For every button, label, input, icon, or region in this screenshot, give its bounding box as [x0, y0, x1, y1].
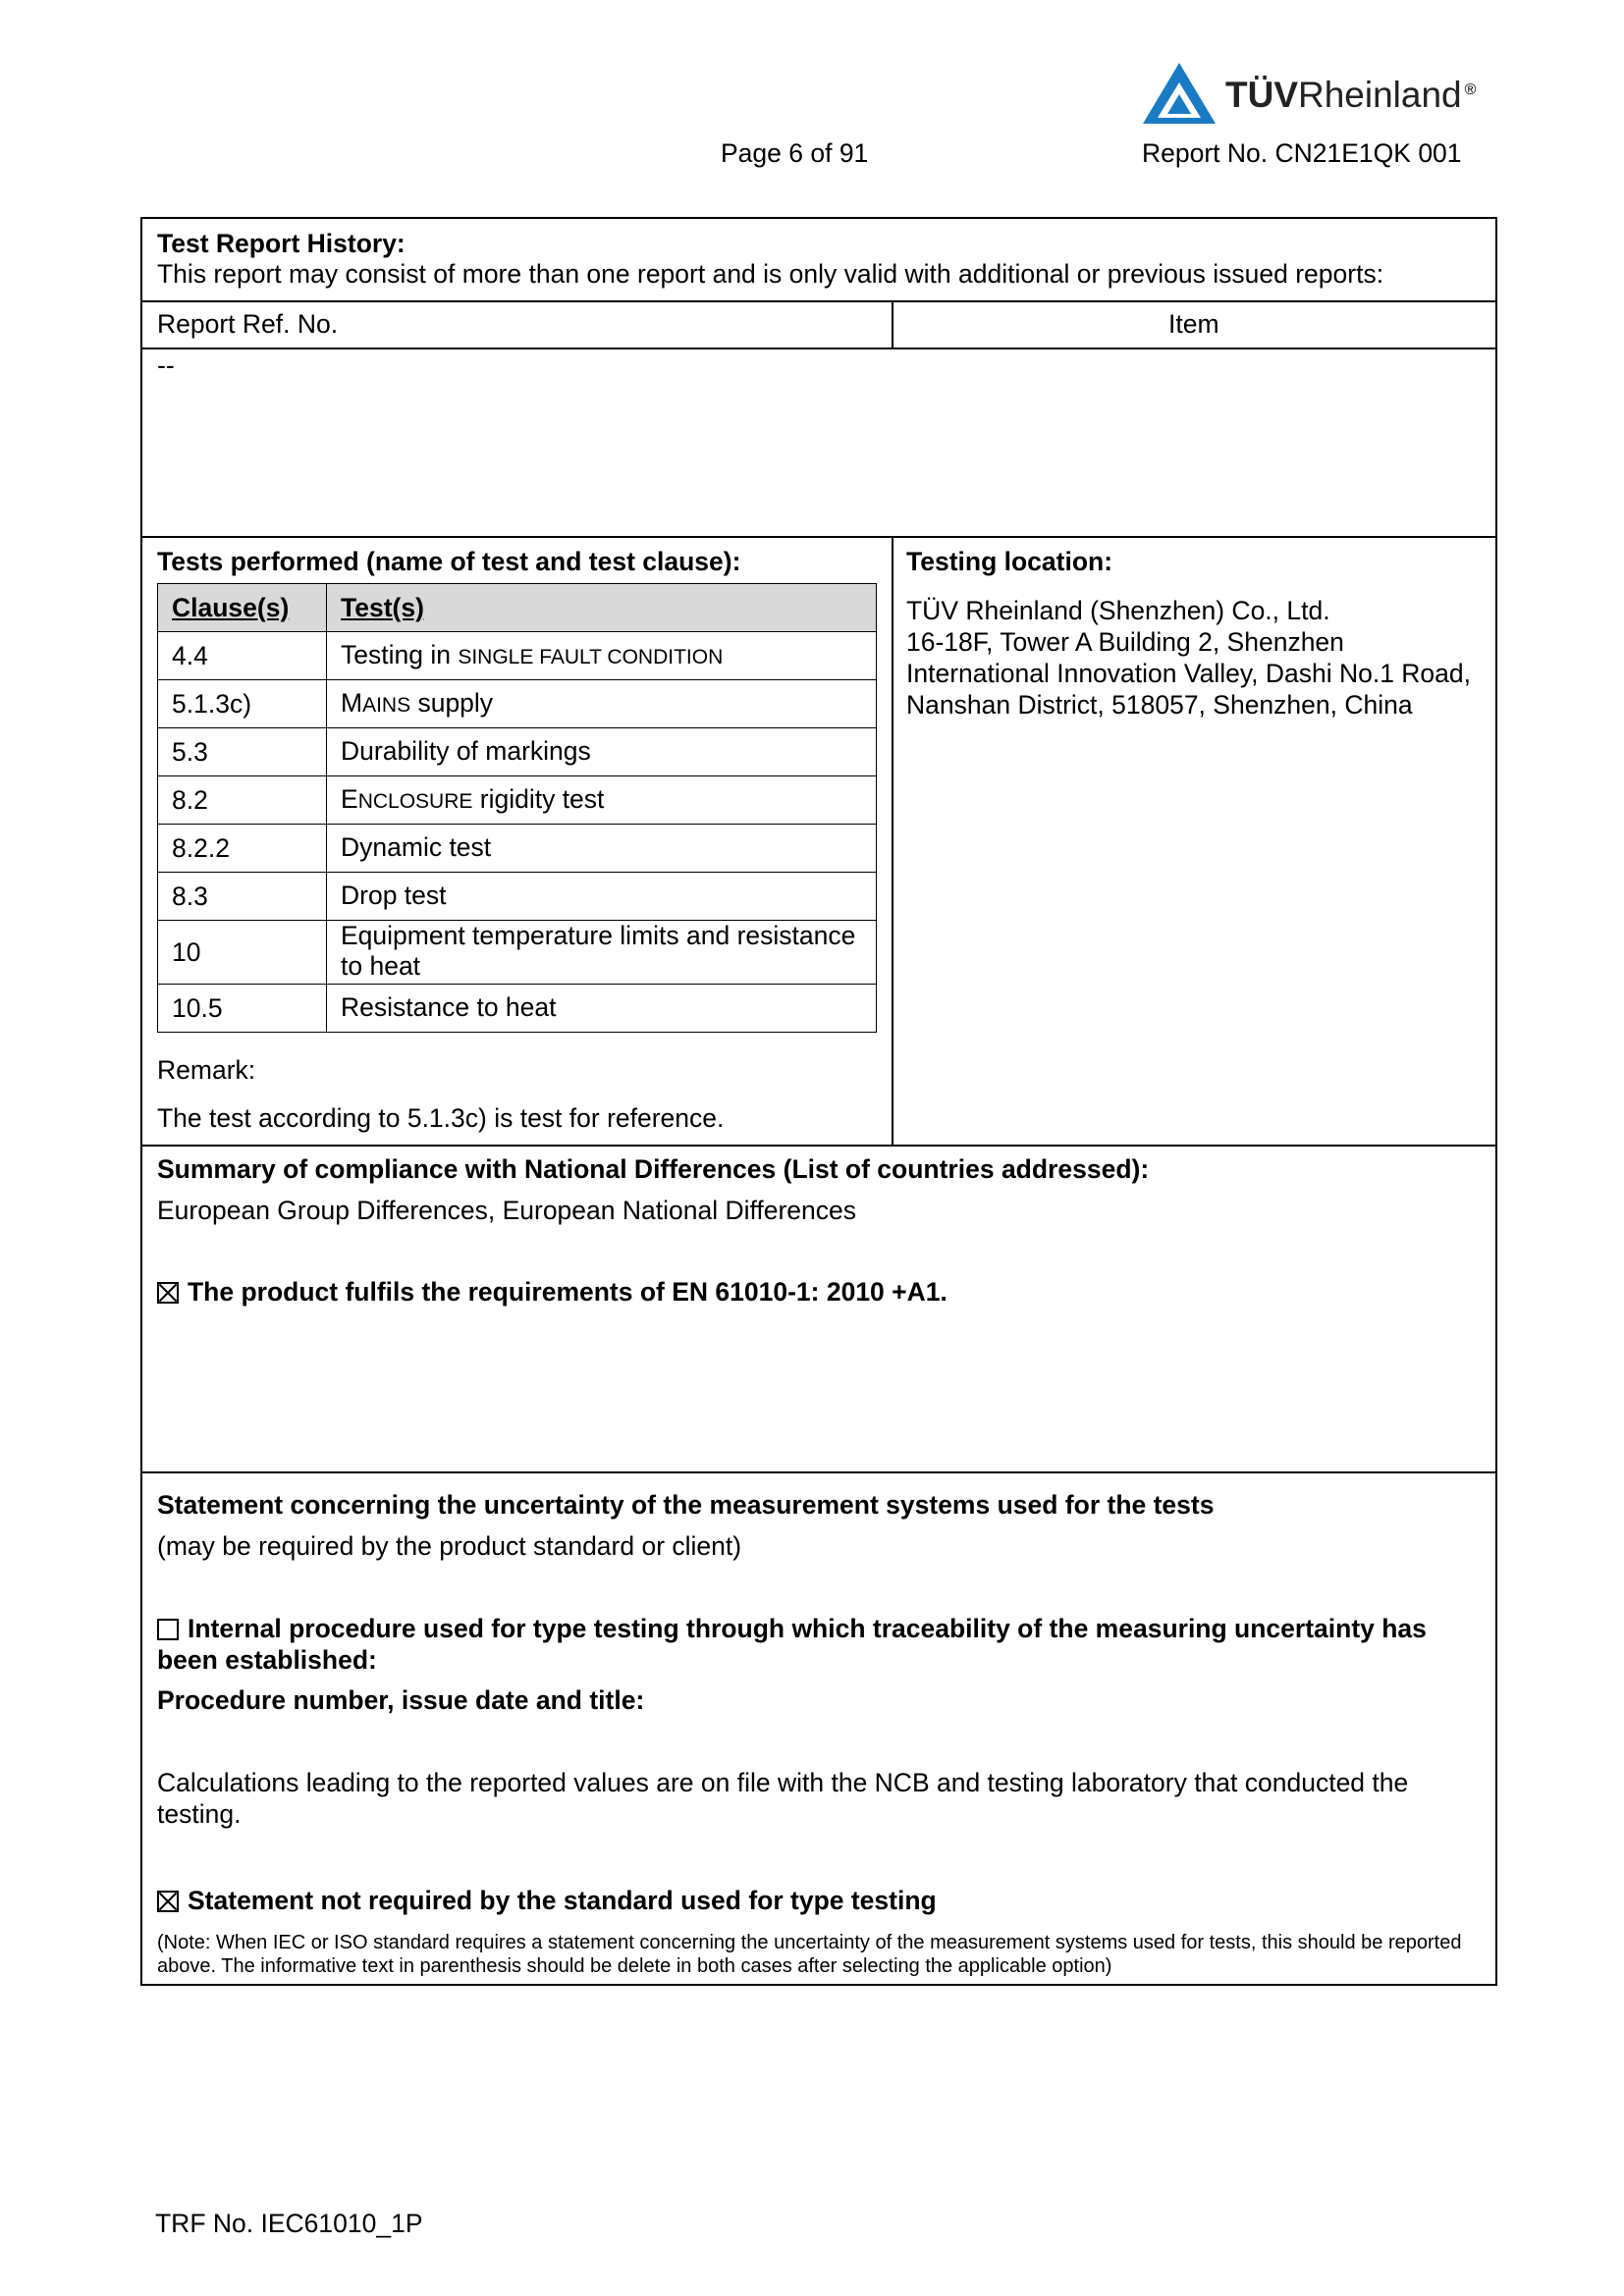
clause-cell: 8.3: [158, 873, 327, 921]
clause-cell: 5.1.3c): [158, 680, 327, 728]
test-text: Dynamic test: [341, 831, 492, 862]
test-text: Testing in: [341, 639, 459, 669]
clause-column-header: Clause(s): [158, 584, 327, 632]
page-number: Page 6 of 91: [721, 138, 869, 168]
table-row: [158, 873, 877, 921]
calculations-text: Calculations leading to the reported values are on file with the NCB and testing laboratory that conducted the testing.: [157, 1768, 1409, 1829]
table-row: [158, 680, 877, 728]
test-cell: [327, 825, 877, 873]
test-text: Durability of markings: [341, 735, 591, 766]
table-row: [158, 776, 877, 825]
divider: [892, 536, 893, 1145]
divider: [142, 536, 1495, 538]
uncertainty-note: (Note: When IEC or ISO standard requires a statement concerning the uncertainty of the measurement systems used for tests, this should be reported above. The informative text in parenthesis should be delete in both cases after selecting the applicable option): [157, 1932, 1462, 1977]
test-text: Resistance to heat: [341, 991, 557, 1022]
divider: [892, 300, 893, 347]
report-number: Report No. CN21E1QK 001: [1142, 138, 1462, 168]
clause-cell: 4.4: [158, 632, 327, 680]
tests-title: Tests performed (name of test and test clause):: [157, 547, 741, 576]
table-row: [158, 632, 877, 680]
clause-cell: 8.2: [158, 776, 327, 825]
report-frame: [140, 217, 1497, 1986]
history-title: Test Report History:: [157, 229, 406, 258]
trf-number: TRF No. IEC61010_1P: [155, 2209, 423, 2238]
test-text: M: [341, 687, 363, 718]
test-cell: [327, 985, 877, 1033]
table-row: [158, 728, 877, 776]
test-text: Drop test: [341, 880, 447, 910]
test-text: Equipment temperature limits and resistance to heat: [341, 921, 856, 981]
registered-mark: ®: [1464, 80, 1477, 98]
national-title: Summary of compliance with National Differences (List of countries addressed):: [157, 1154, 1150, 1184]
tests-table-header: [158, 584, 877, 632]
clause-cell: 10: [158, 921, 327, 985]
tests-table: [157, 583, 877, 1033]
national-countries: European Group Differences, European National Differences: [157, 1196, 857, 1225]
history-description: This report may consist of more than one report and is only valid with additional or previous issued reports:: [157, 259, 1384, 289]
remark-text: The test according to 5.1.3c) is test for reference.: [157, 1103, 725, 1133]
logo-brand-rest: Rheinland: [1298, 75, 1462, 115]
location-block: [906, 595, 1476, 721]
not-required-statement: [157, 1886, 937, 1916]
test-column-header: Test(s): [327, 584, 877, 632]
table-row: [158, 985, 877, 1033]
divider: [142, 1145, 1495, 1147]
internal-procedure: [157, 1613, 1478, 1676]
logo-wordmark: [1225, 75, 1476, 116]
uncertainty-title: Statement concerning the uncertainty of the measurement systems used for the tests: [157, 1490, 1215, 1520]
location-title: Testing location:: [906, 547, 1113, 576]
test-cell: [327, 776, 877, 825]
remark-label: Remark:: [157, 1055, 256, 1085]
test-smallcaps: NCLOSURE: [357, 789, 473, 813]
clause-cell: 8.2.2: [158, 825, 327, 873]
tuv-rheinland-logo: [1141, 61, 1490, 130]
not-required-text: Statement not required by the standard used for type testing: [188, 1886, 937, 1915]
divider: [142, 347, 1495, 349]
uncertainty-subtitle: (may be required by the product standard or client): [157, 1531, 742, 1561]
test-smallcaps: AINS: [362, 693, 411, 717]
test-cell: [327, 632, 877, 680]
internal-checkbox-icon: [157, 1619, 179, 1640]
history-col-ref: Report Ref. No.: [157, 309, 339, 339]
test-smallcaps: SINGLE FAULT CONDITION: [458, 645, 724, 668]
fulfils-checkbox-icon: [157, 1282, 179, 1304]
table-row: [158, 825, 877, 873]
test-cell: [327, 728, 877, 776]
test-cell: [327, 680, 877, 728]
test-cell: [327, 873, 877, 921]
divider: [142, 300, 1495, 302]
history-section: [157, 229, 1483, 290]
test-text: E: [341, 783, 358, 814]
table-row: [158, 921, 877, 985]
triangle-logo-icon: [1141, 61, 1218, 126]
location-address: 16-18F, Tower A Building 2, Shenzhen International Innovation Valley, Dashi No.1 Road, Nanshan District, 518057, Shenzhen, China: [906, 627, 1472, 720]
divider: [142, 1471, 1495, 1473]
internal-text: Internal procedure used for type testing through which traceability of the measuring uncertainty has been established:: [157, 1614, 1427, 1675]
history-col-item: Item: [1168, 309, 1219, 339]
clause-cell: 10.5: [158, 985, 327, 1033]
not-required-checkbox-icon: [157, 1891, 179, 1912]
test-text: supply: [410, 687, 494, 718]
clause-cell: 5.3: [158, 728, 327, 776]
test-cell: [327, 921, 877, 985]
location-company: TÜV Rheinland (Shenzhen) Co., Ltd.: [906, 596, 1330, 625]
procedure-label: Procedure number, issue date and title:: [157, 1685, 645, 1715]
fulfils-statement: [157, 1277, 947, 1308]
history-entry: --: [157, 350, 175, 380]
fulfils-text: The product fulfils the requirements of EN 61010-1: 2010 +A1.: [188, 1277, 947, 1307]
test-text: rigidity test: [472, 783, 605, 814]
logo-brand-bold: TÜV: [1225, 75, 1298, 115]
